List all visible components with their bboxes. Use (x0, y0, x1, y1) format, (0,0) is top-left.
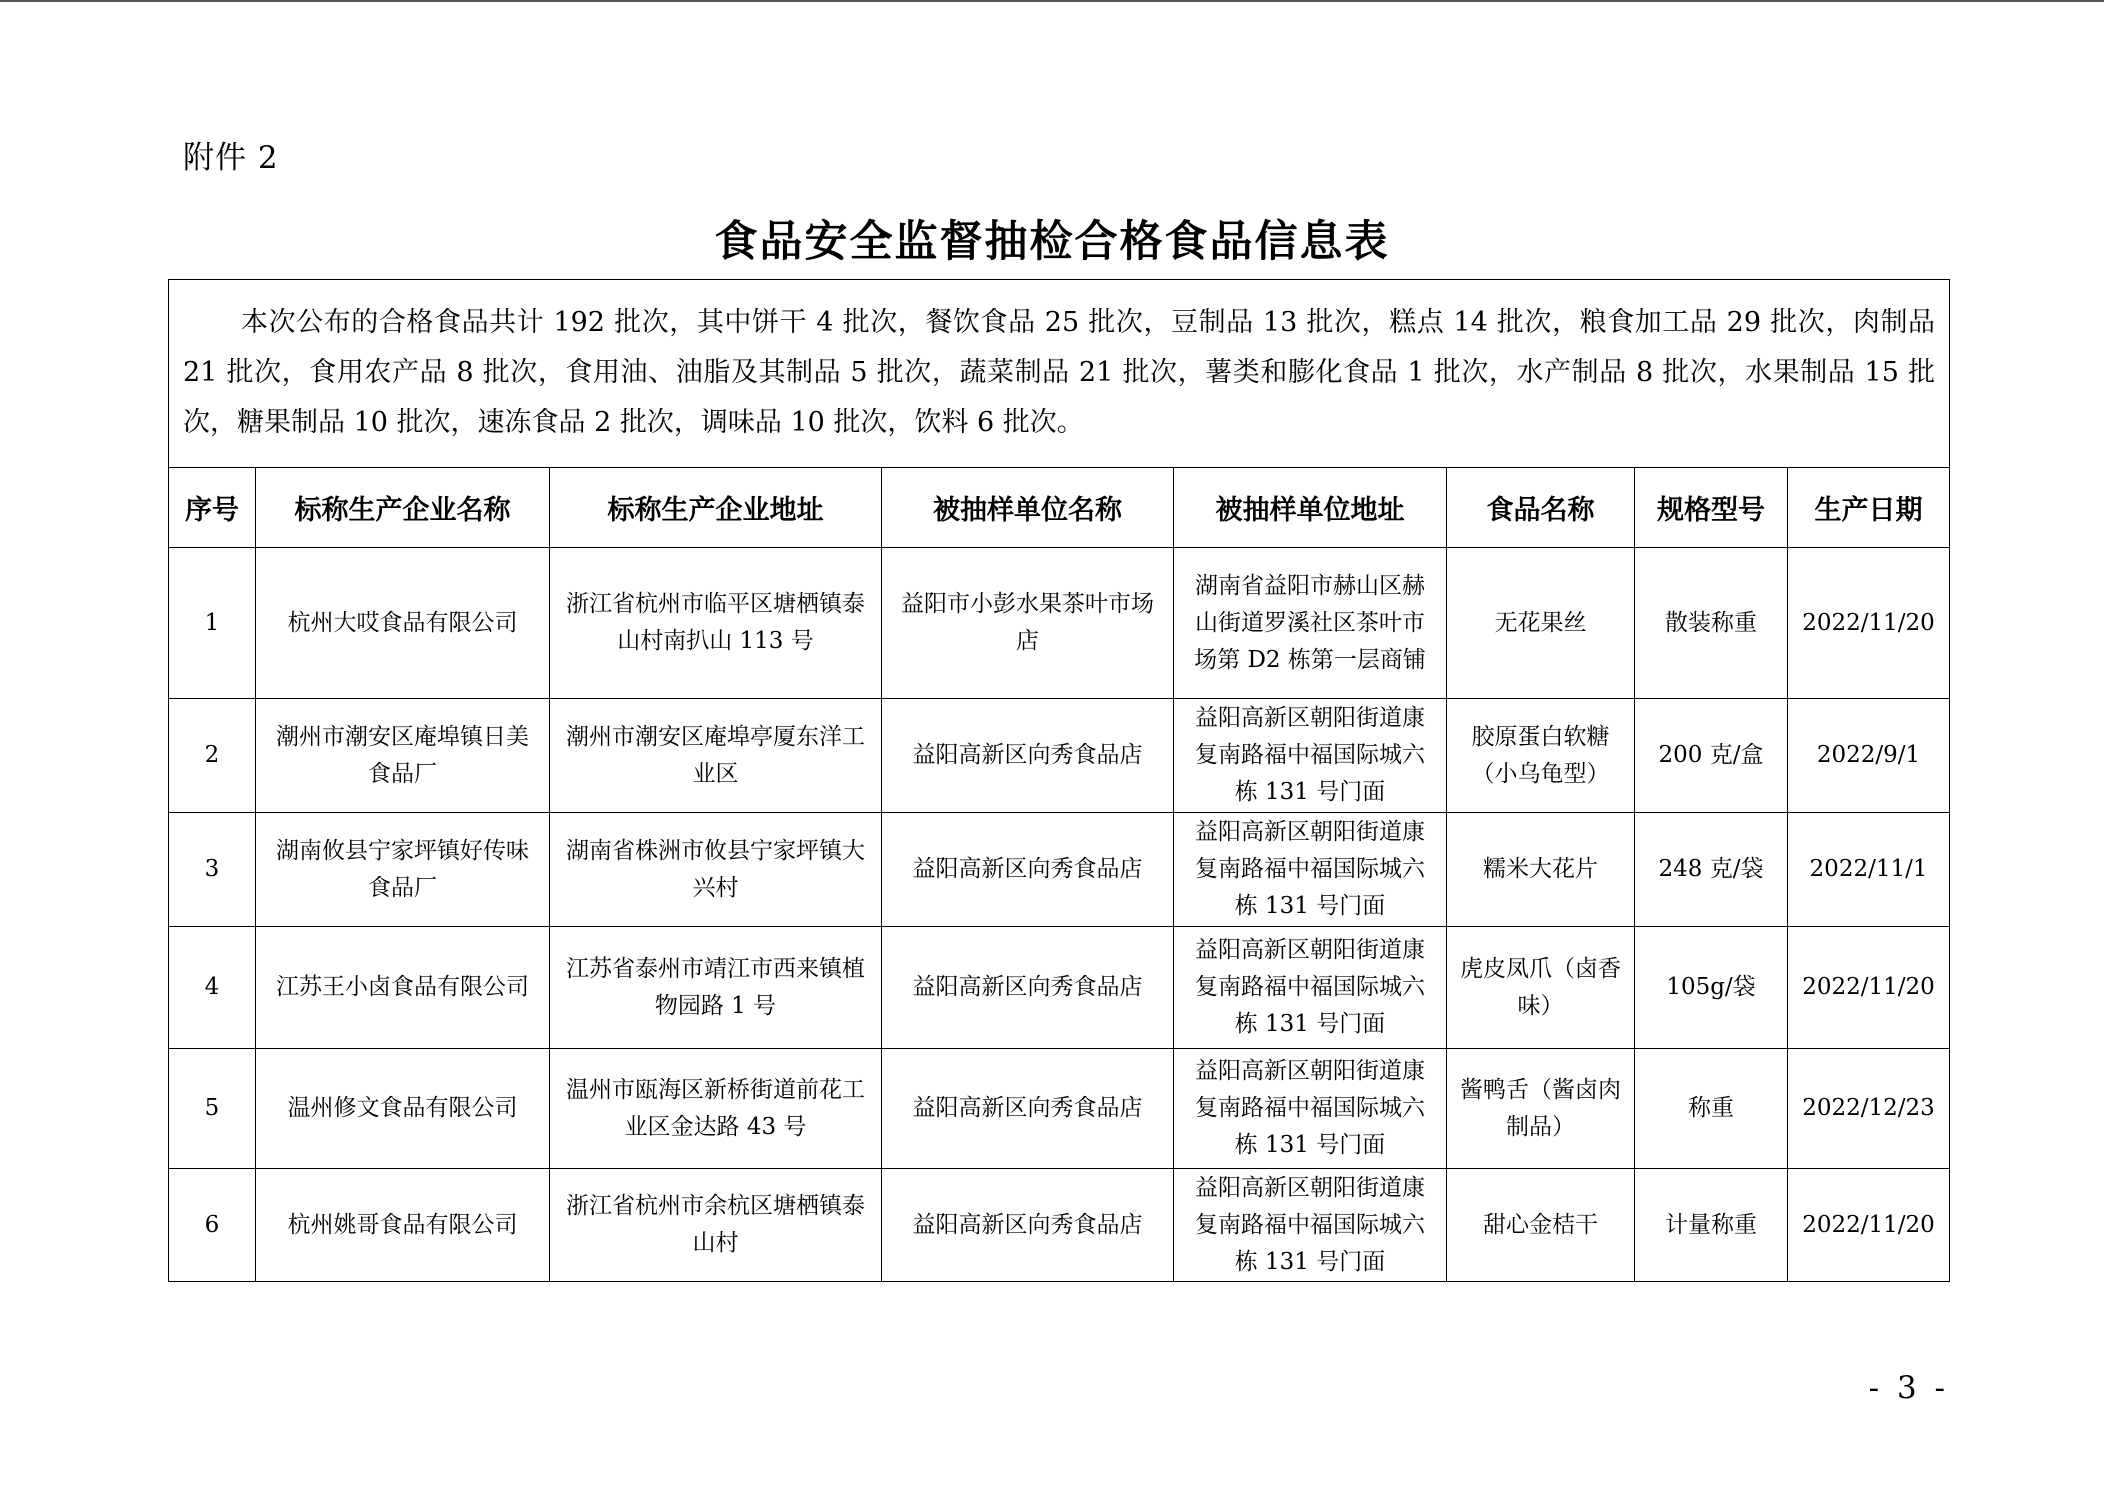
column-header-sampled-unit-name: 被抽样单位名称 (882, 468, 1174, 548)
cell-sampled-unit-name: 益阳高新区向秀食品店 (882, 1049, 1174, 1169)
cell-food-name: 糯米大花片 (1447, 813, 1635, 927)
summary-cell (169, 280, 1950, 468)
page-number: - 3 - (1868, 1370, 1949, 1406)
cell-sampled-unit-address: 益阳高新区朝阳街道康复南路福中福国际城六栋 131 号门面 (1174, 1049, 1447, 1169)
table-row (169, 927, 1950, 1049)
cell-manufacturer-name: 杭州姚哥食品有限公司 (256, 1169, 550, 1282)
cell-production-date: 2022/11/20 (1788, 548, 1950, 699)
cell-manufacturer-name: 湖南攸县宁家坪镇好传味食品厂 (256, 813, 550, 927)
cell-sampled-unit-address: 益阳高新区朝阳街道康复南路福中福国际城六栋 131 号门面 (1174, 927, 1447, 1049)
column-header-manufacturer-name: 标称生产企业名称 (256, 468, 550, 548)
cell-food-name: 酱鸭舌（酱卤肉制品） (1447, 1049, 1635, 1169)
column-header-food-name: 食品名称 (1447, 468, 1635, 548)
column-header-production-date: 生产日期 (1788, 468, 1950, 548)
column-header-specification: 规格型号 (1635, 468, 1788, 548)
column-header-index: 序号 (169, 468, 256, 548)
cell-manufacturer-name: 温州修文食品有限公司 (256, 1049, 550, 1169)
cell-food-name: 虎皮凤爪（卤香味） (1447, 927, 1635, 1049)
table-row (169, 548, 1950, 699)
cell-production-date: 2022/11/20 (1788, 1169, 1950, 1282)
top-border-line (0, 0, 2104, 2)
cell-production-date: 2022/11/1 (1788, 813, 1950, 927)
summary-row (169, 280, 1950, 468)
column-header-sampled-unit-address: 被抽样单位地址 (1174, 468, 1447, 548)
cell-index: 1 (169, 548, 256, 699)
cell-food-name: 无花果丝 (1447, 548, 1635, 699)
cell-sampled-unit-address: 益阳高新区朝阳街道康复南路福中福国际城六栋 131 号门面 (1174, 1169, 1447, 1282)
cell-sampled-unit-address: 湖南省益阳市赫山区赫山街道罗溪社区茶叶市场第 D2 栋第一层商铺 (1174, 548, 1447, 699)
column-header-manufacturer-address: 标称生产企业地址 (550, 468, 882, 548)
document-title: 食品安全监督抽检合格食品信息表 (714, 217, 1390, 267)
cell-manufacturer-address: 潮州市潮安区庵埠亭厦东洋工业区 (550, 699, 882, 813)
attachment-label: 附件 2 (183, 140, 279, 176)
cell-manufacturer-address: 浙江省杭州市临平区塘栖镇泰山村南扒山 113 号 (550, 548, 882, 699)
cell-specification: 105g/袋 (1635, 927, 1788, 1049)
cell-index: 4 (169, 927, 256, 1049)
table-row (169, 1049, 1950, 1169)
table-row (169, 1169, 1950, 1282)
cell-specification: 248 克/袋 (1635, 813, 1788, 927)
cell-production-date: 2022/9/1 (1788, 699, 1950, 813)
table-row (169, 813, 1950, 927)
cell-index: 2 (169, 699, 256, 813)
cell-manufacturer-address: 浙江省杭州市余杭区塘栖镇泰山村 (550, 1169, 882, 1282)
cell-specification: 200 克/盒 (1635, 699, 1788, 813)
cell-food-name: 甜心金桔干 (1447, 1169, 1635, 1282)
table-row (169, 699, 1950, 813)
cell-manufacturer-address: 湖南省株洲市攸县宁家坪镇大兴村 (550, 813, 882, 927)
cell-index: 6 (169, 1169, 256, 1282)
cell-sampled-unit-name: 益阳高新区向秀食品店 (882, 1169, 1174, 1282)
cell-index: 3 (169, 813, 256, 927)
cell-production-date: 2022/11/20 (1788, 927, 1950, 1049)
summary-text: 本次公布的合格食品共计 192 批次，其中饼干 4 批次，餐饮食品 25 批次，豆制品 13 批次，糕点 14 批次，粮食加工品 29 批次，肉制品 21 批次，食用农产品 8 批次，食用油、油脂及其制品 5 批次，蔬菜制品 21 批次，薯类和膨化食品 1 批次，水产制品 8 批次，水果制品 15 批次，糖果制品 10 批次，速冻食品 2 批次，调味品 10 批次，饮料 6 批次。 (183, 306, 1936, 438)
cell-specification: 散装称重 (1635, 548, 1788, 699)
cell-specification: 计量称重 (1635, 1169, 1788, 1282)
cell-manufacturer-name: 江苏王小卤食品有限公司 (256, 927, 550, 1049)
table-header-row (169, 468, 1950, 548)
cell-sampled-unit-name: 益阳高新区向秀食品店 (882, 813, 1174, 927)
cell-sampled-unit-name: 益阳高新区向秀食品店 (882, 699, 1174, 813)
cell-sampled-unit-address: 益阳高新区朝阳街道康复南路福中福国际城六栋 131 号门面 (1174, 813, 1447, 927)
cell-manufacturer-address: 温州市瓯海区新桥街道前花工业区金达路 43 号 (550, 1049, 882, 1169)
cell-manufacturer-name: 潮州市潮安区庵埠镇日美食品厂 (256, 699, 550, 813)
cell-sampled-unit-address: 益阳高新区朝阳街道康复南路福中福国际城六栋 131 号门面 (1174, 699, 1447, 813)
cell-production-date: 2022/12/23 (1788, 1049, 1950, 1169)
qualified-food-info-table (168, 279, 1950, 1282)
cell-sampled-unit-name: 益阳市小彭水果茶叶市场店 (882, 548, 1174, 699)
cell-specification: 称重 (1635, 1049, 1788, 1169)
cell-food-name: 胶原蛋白软糖（小乌龟型） (1447, 699, 1635, 813)
cell-sampled-unit-name: 益阳高新区向秀食品店 (882, 927, 1174, 1049)
cell-manufacturer-name: 杭州大哎食品有限公司 (256, 548, 550, 699)
cell-index: 5 (169, 1049, 256, 1169)
cell-manufacturer-address: 江苏省泰州市靖江市西来镇植物园路 1 号 (550, 927, 882, 1049)
